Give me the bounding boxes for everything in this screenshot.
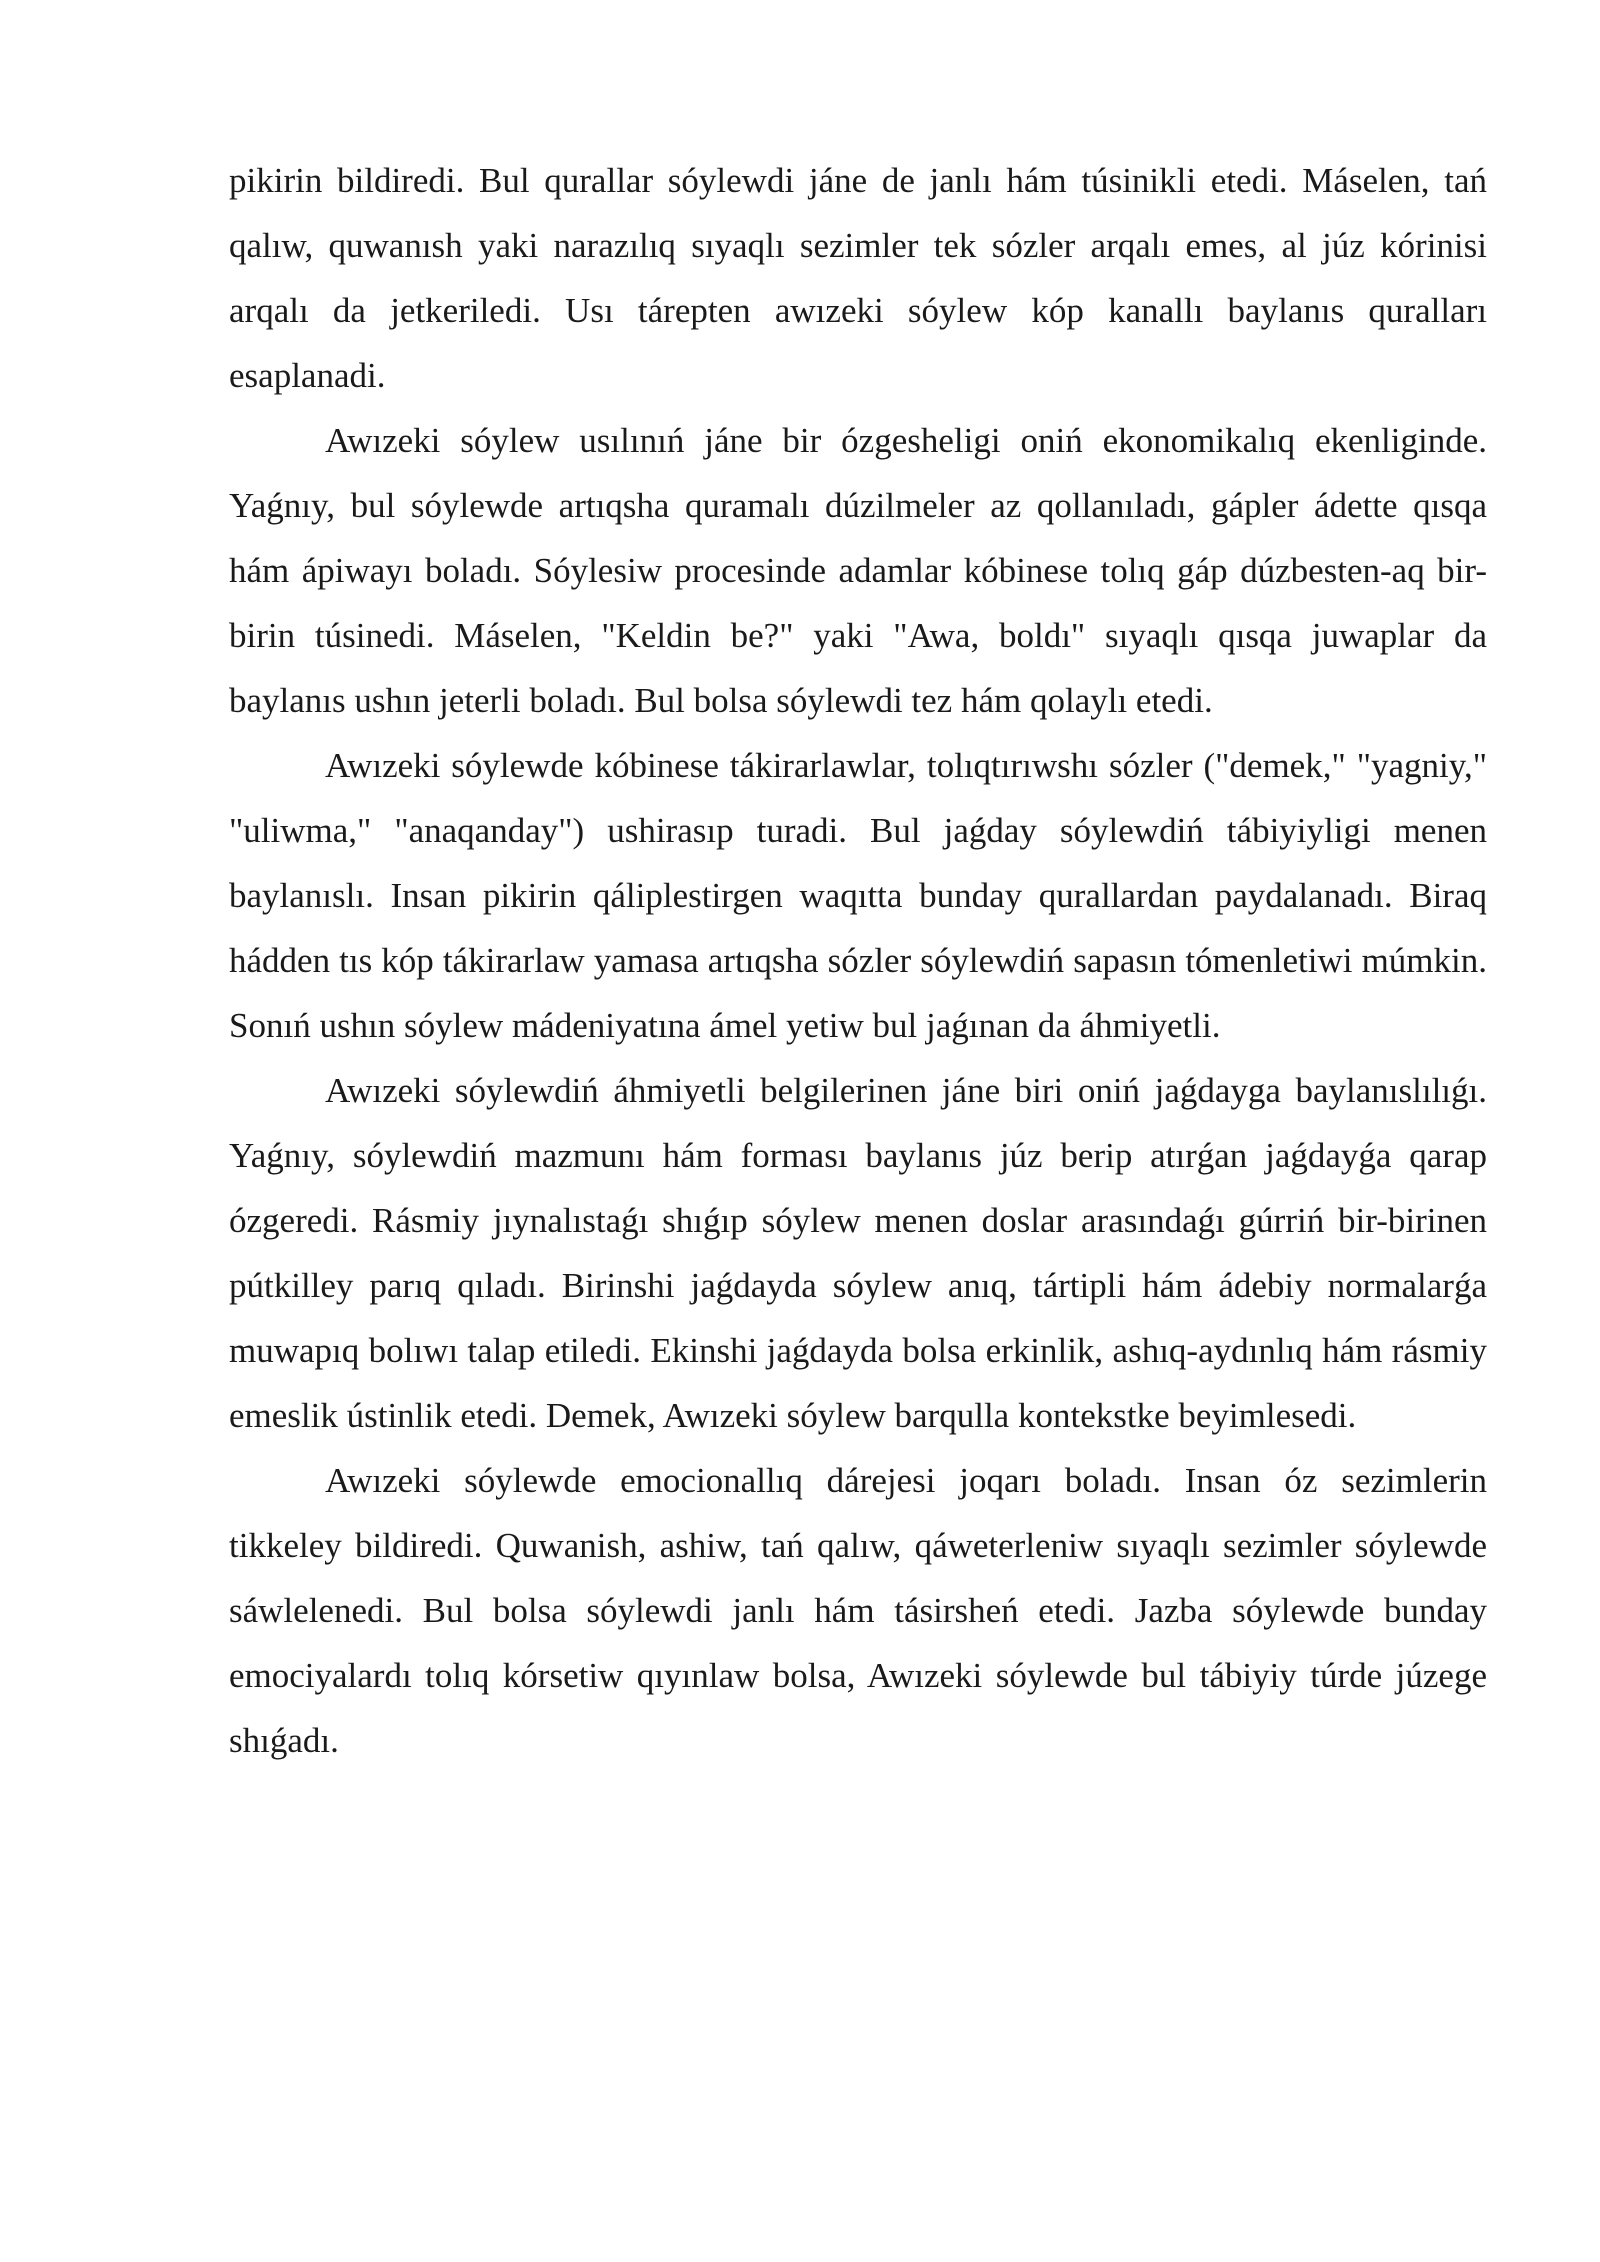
paragraph-3: Awızeki sóylewde kóbinese tákirarlawlar, tolıqtırıwshı sózler ("demek," "yagniy," "uliwma," "anaqanday") ushirasıp turadi. Bul jaǵday sóylewdiń tábiyiyligi menen baylanıslı. Insan pikirin qáliplestirgen waqıtta bunday qurallardan paydalanadı. Biraq hádden tıs kóp tákirarlaw yamasa artıqsha sózler sóylewdiń sapasın tómenletiwi múmkin. Sonıń ushın sóylew mádeniyatına ámel yetiw bul jaǵınan da áhmiyetli. [229, 746, 1487, 1045]
body-text [229, 148, 1487, 1773]
paragraph-2: Awızeki sóylew usılınıń jáne bir ózgesheligi oniń ekonomikalıq ekenliginde. Yaǵnıy, bul sóylewde artıqsha quramalı dúzilmeler az qollanıladı, gápler ádette qısqa hám ápiwayı boladı. Sóylesiw procesinde adamlar kóbinese tolıq gáp dúzbesten-aq bir-birin túsinedi. Máselen, "Keldin be?" yaki "Awa, boldı" sıyaqlı qısqa juwaplar da baylanıs ushın jeterli boladı. Bul bolsa sóylewdi tez hám qolaylı etedi. [229, 421, 1487, 720]
paragraph-4: Awızeki sóylewdiń áhmiyetli belgilerinen jáne biri oniń jaǵdayga baylanıslılıǵı. Yaǵnıy, sóylewdiń mazmunı hám forması baylanıs júz berip atırǵan jaǵdayǵa qarap ózgeredi. Rásmiy jıynalıstaǵı shıǵıp sóylew menen doslar arasındaǵı gúrriń bir-birinen pútkilley parıq qıladı. Birinshi jaǵdayda sóylew anıq, tártipli hám ádebiy normalarǵa muwapıq bolıwı talap etiledi. Ekinshi jaǵdayda bolsa erkinlik, ashıq-aydınlıq hám rásmiy emeslik ústinlik etedi. Demek, Awızeki sóylew barqulla kontekstke beyimlesedi. [229, 1071, 1487, 1435]
paragraph-1: pikirin bildiredi. Bul qurallar sóylewdi jáne de janlı hám túsinikli etedi. Máselen, tań qalıw, quwanısh yaki narazılıq sıyaqlı sezimler tek sózler arqalı emes, al júz kórinisi arqalı da jetkeriledi. Usı tárepten awızeki sóylew kóp kanallı baylanıs quralları esaplanadi. [229, 161, 1487, 395]
paragraph-5: Awızeki sóylewde emocionallıq dárejesi joqarı boladı. Insan óz sezimlerin tikkeley bildiredi. Quwanish, ashiw, tań qalıw, qáweterleniw sıyaqlı sezimler sóylewde sáwlelenedi. Bul bolsa sóylewdi janlı hám tásirsheń etedi. Jazba sóylewde bunday emociyalardı tolıq kórsetiw qıyınlaw bolsa, Awızeki sóylewde bul tábiyiy túrde júzege shıǵadı. [229, 1461, 1487, 1760]
